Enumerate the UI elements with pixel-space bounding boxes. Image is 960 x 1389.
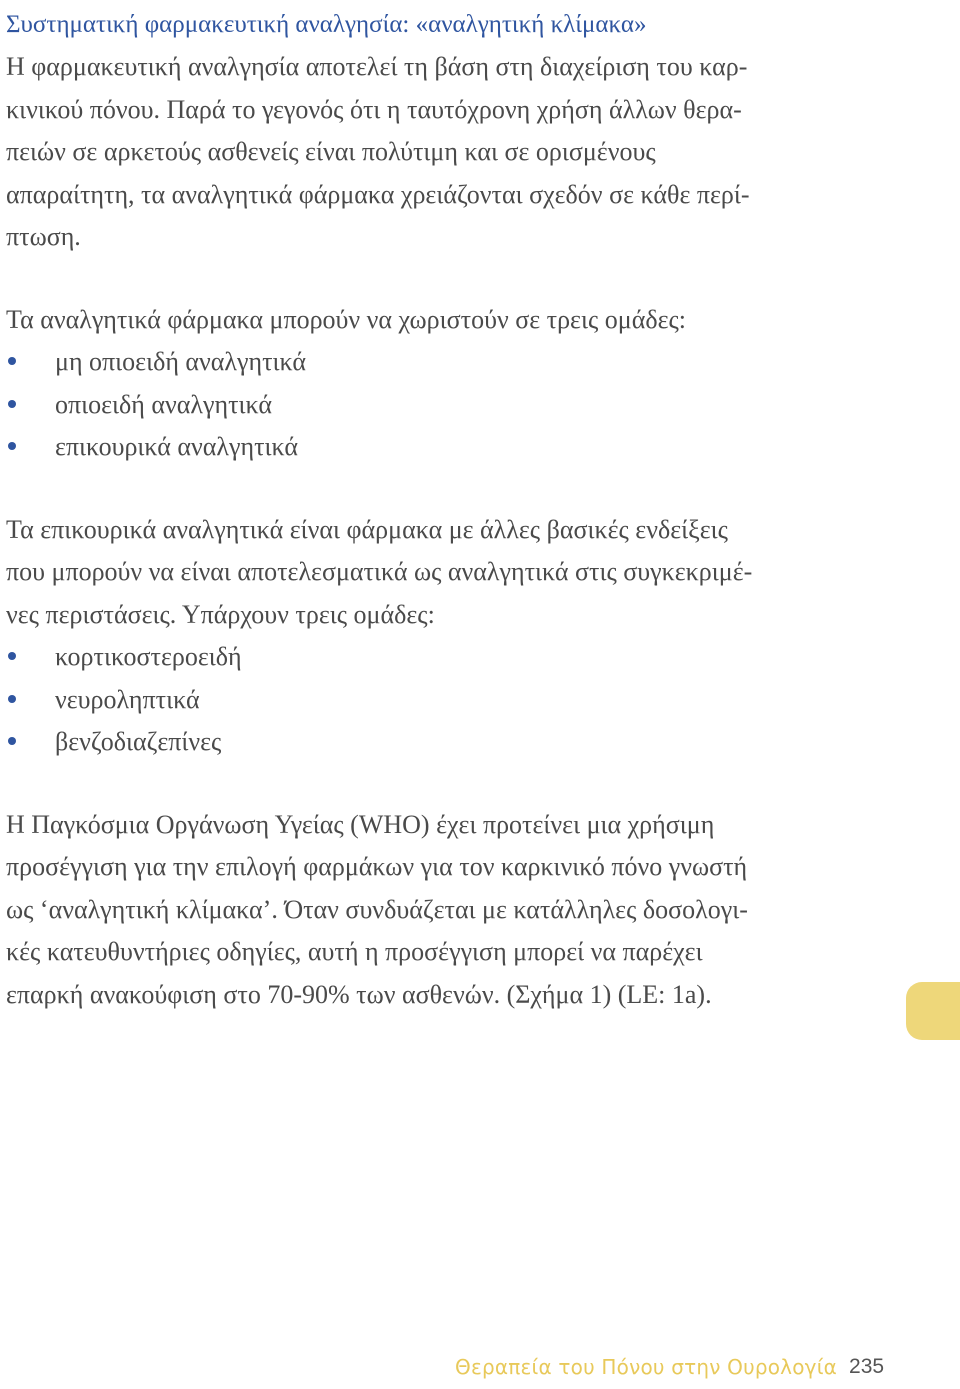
bullet-icon <box>8 652 16 660</box>
page-content <box>6 0 806 1016</box>
list-item-text: επικουρικά αναλγητικά <box>55 432 299 461</box>
paragraph-line: απαραίτητη, τα αναλγητικά φάρμακα χρειάζονται σχεδόν σε κάθε περί- <box>6 179 750 209</box>
list-item <box>6 341 806 384</box>
paragraph-line: ως ‘αναλγητική κλίμακα’. Όταν συνδυάζεται με κατάλληλες δοσολογι- <box>6 894 748 924</box>
paragraph-line: Η Παγκόσμια Οργάνωση Υγείας (WHO) έχει προτείνει μια χρήσιμη <box>6 809 715 839</box>
paragraph-line: κές κατευθυντήριες οδηγίες, αυτή η προσέγγιση μπορεί να παρέχει <box>6 937 703 966</box>
intro-paragraph <box>6 46 806 259</box>
who-paragraph <box>6 804 806 1017</box>
spacer <box>6 469 806 509</box>
spacer <box>6 259 806 299</box>
paragraph-line: νες περιστάσεις. Υπάρχουν τρεις ομάδες: <box>6 599 435 629</box>
list-item-text: μη οπιοειδή αναλγητικά <box>55 347 307 376</box>
adjuvant-paragraph <box>6 509 806 637</box>
bullet-icon <box>8 357 16 365</box>
chapter-tab-marker <box>906 982 960 1040</box>
paragraph-line: Τα επικουρικά αναλγητικά είναι φάρμακα με άλλες βασικές ενδείξεις <box>6 514 728 544</box>
footer-book-title: Θεραπεία του Πόνου στην Ουρολογία <box>455 1355 838 1379</box>
paragraph-line: προσέγγιση για την επιλογή φαρμάκων για τον καρκινικό πόνο γνωστή <box>6 852 748 881</box>
list-item <box>6 384 806 427</box>
list-item-text: κορτικοστεροειδή <box>55 642 242 671</box>
list-item-text: βενζοδιαζεπίνες <box>55 727 222 756</box>
page-footer <box>455 1350 884 1384</box>
adjuvant-groups-list <box>6 636 806 764</box>
analgesic-groups-list <box>6 341 806 469</box>
section-heading: Συστηματική φαρμακευτική αναλγησία: «αναλγητική κλίμακα» <box>6 11 647 38</box>
list-item-text: νευροληπτικά <box>55 684 200 714</box>
paragraph-line: πτωση. <box>6 222 81 251</box>
bullet-icon <box>8 400 16 408</box>
bullet-icon <box>8 442 16 450</box>
bullet-icon <box>8 695 16 703</box>
paragraph-line: Η φαρμακευτική αναλγησία αποτελεί τη βάση στη διαχείριση του καρ- <box>6 52 748 81</box>
spacer <box>6 764 806 804</box>
bullet-icon <box>8 737 16 745</box>
list-item <box>6 721 806 764</box>
list-item-text: οπιοειδή αναλγητικά <box>55 389 273 419</box>
page-number: 235 <box>849 1355 885 1378</box>
paragraph-line: πειών σε αρκετούς ασθενείς είναι πολύτιμη και σε ορισμένους <box>6 137 656 166</box>
list-item <box>6 679 806 722</box>
paragraph-line: που μπορούν να είναι αποτελεσματικά ως αναλγητικά στις συγκεκριμέ- <box>6 557 753 586</box>
paragraph-line: κινικού πόνου. Παρά το γεγονός ότι η ταυτόχρονη χρήση άλλων θερα- <box>6 94 742 124</box>
list-item <box>6 636 806 679</box>
paragraph-line: επαρκή ανακούφιση στο 70-90% των ασθενών. (Σχήμα 1) (LE: 1a). <box>6 979 712 1009</box>
groups-intro: Τα αναλγητικά φάρμακα μπορούν να χωριστούν σε τρεις ομάδες: <box>6 304 687 334</box>
list-item <box>6 426 806 469</box>
